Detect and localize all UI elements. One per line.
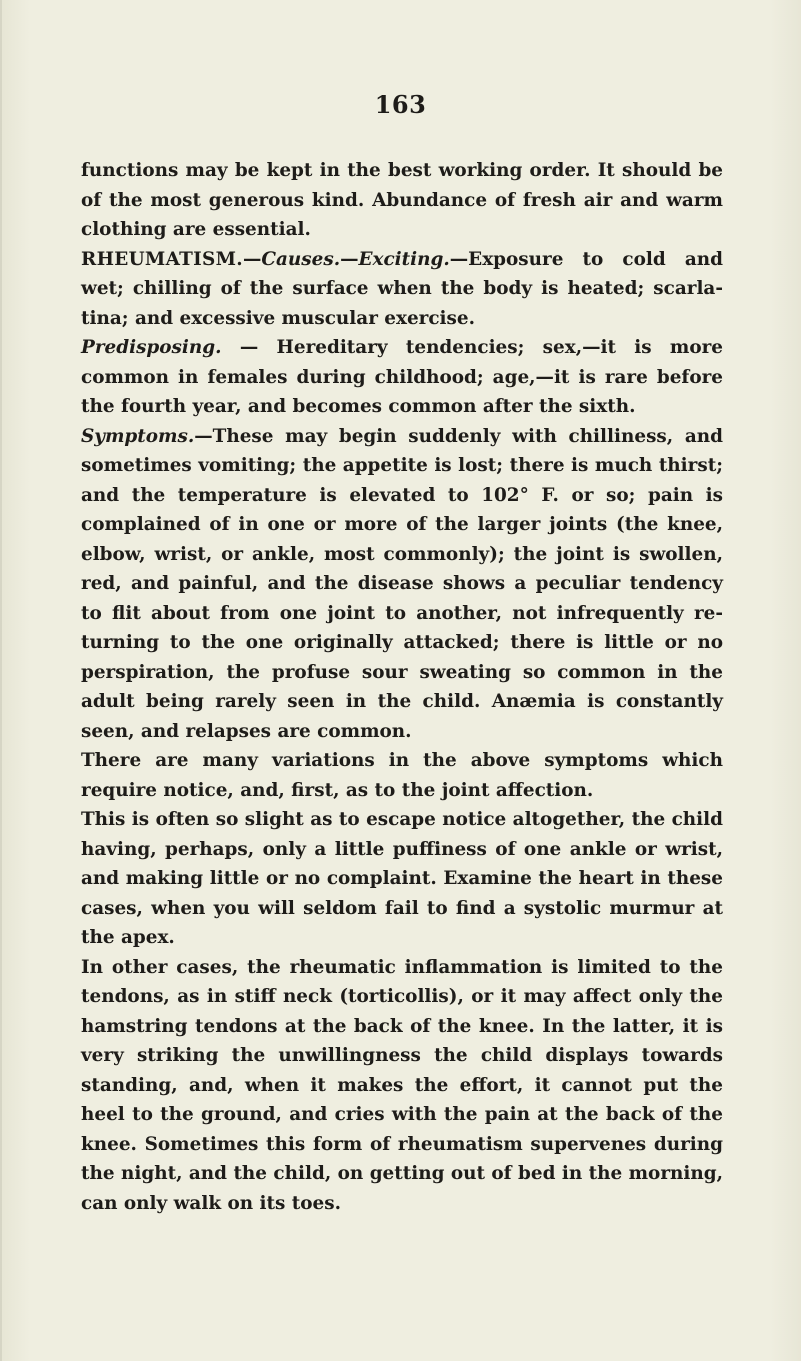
predisposing-label: Predisposing. (81, 337, 222, 358)
dash: — (242, 248, 262, 270)
page-number: 163 (374, 90, 427, 119)
paragraph-1: functions may be kept in the best working order. It should be of the most generous kind. Abundance of fresh air and warm clothing are essential. (81, 160, 723, 240)
dash: — (340, 248, 359, 270)
paragraph-rheumatism (81, 245, 723, 334)
paragraph-symptoms (81, 422, 723, 747)
causes-label: Causes. (261, 248, 341, 270)
symptoms-label: Symptoms. (81, 425, 195, 447)
paragraph-text: —These may begin suddenly with chilliness, and sometimes vomiting; the appetite is lost; there is much thirst; and the temperature is elevated to 102° F. or so; pain is complained of in one or more of the larger joints (the knee, elbow, wrist, or ankle, most commonly); the joint is swollen, red, and painful, and the disease shows a peculiar tendency to flit about from one joint to another, not infrequently returning to the one originally attacked; there is little or no perspiration, the profuse sour sweating so common in the adult being rarely seen in the child. Anæmia is constantly seen, and relapses are common. (81, 425, 723, 742)
paragraph-joint-affection: This is often so slight as to escape notice altogether, the child having, perhaps, only a little puffiness of one ankle or wrist, and making little or no complaint. Examine the heart in these cases, when you will seldom fail to find a systolic murmur at the apex. (81, 809, 723, 948)
exciting-label: Exciting. (358, 248, 450, 270)
page-edge-shadow (0, 0, 2, 1361)
section-heading: RHEUMATISM. (81, 248, 243, 270)
paragraph-variations: There are many variations in the above symptoms which require notice, and, first, as to the joint affection. (81, 750, 723, 801)
body-text (81, 156, 723, 1218)
paragraph-predisposing (81, 333, 723, 422)
paragraph-tendons: In other cases, the rheumatic inflammation is limited to the tendons, as in stiff neck (torticollis), or it may affect only the hamstring tendons at the back of the knee. In the latter, it is very striking the unwillingness the child displays towards standing, and, when it makes the effort, it cannot put the heel to the ground, and cries with the pain at the back of the knee. Sometimes this form of rheumatism supervenes during the night, and the child, on getting out of bed in the morning, can only walk on its toes. (81, 956, 723, 1214)
paragraph-text: —Exposure to cold and wet; chilling of the surface when the body is heated; scarlatina; and excessive muscular exercise. (81, 248, 723, 329)
paragraph-text: — Hereditary tendencies; sex,—it is more common in females during childhood; age,—it is rare before the fourth year, and becomes common after the sixth. (81, 337, 723, 417)
